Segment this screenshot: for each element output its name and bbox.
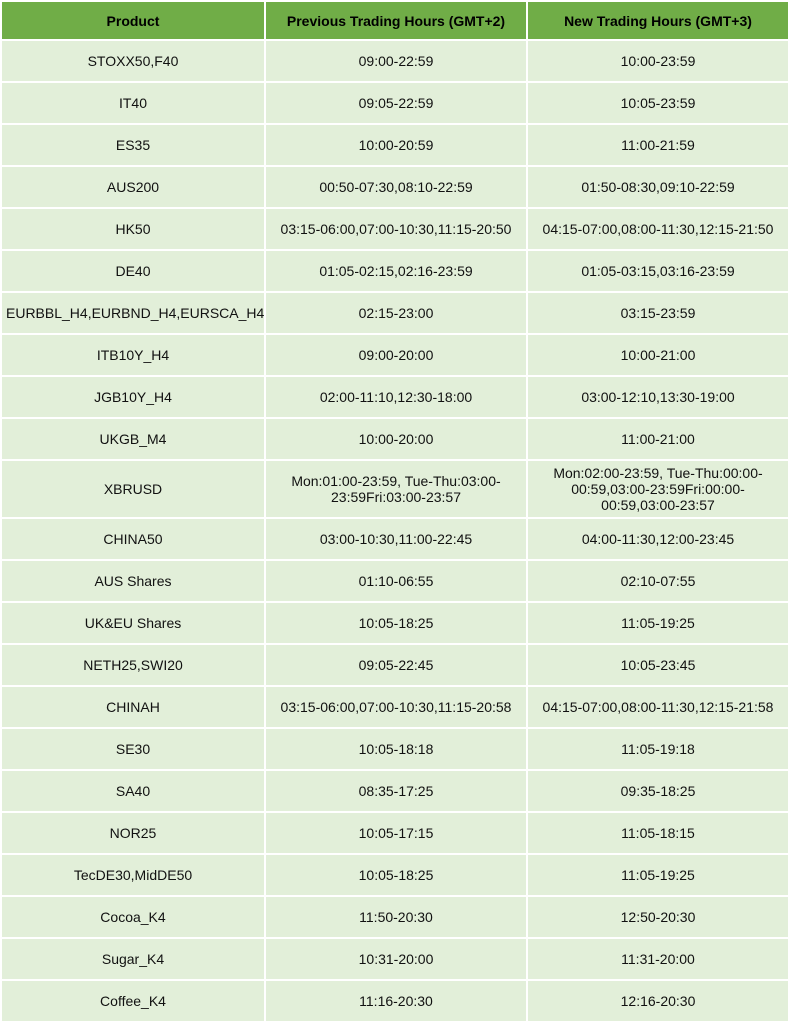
table-row	[2, 125, 788, 165]
cell-previous-hours: 02:15-23:00	[266, 293, 526, 333]
cell-previous-hours: 10:00-20:59	[266, 125, 526, 165]
table-row	[2, 167, 788, 207]
cell-product: Cocoa_K4	[2, 897, 264, 937]
header-new-hours: New Trading Hours (GMT+3)	[528, 2, 788, 39]
header-product: Product	[2, 2, 264, 39]
table-row	[2, 813, 788, 853]
cell-product: DE40	[2, 251, 264, 291]
cell-new-hours: 02:10-07:55	[528, 561, 788, 601]
table-row	[2, 377, 788, 417]
cell-new-hours: 10:00-23:59	[528, 41, 788, 81]
table-row	[2, 855, 788, 895]
cell-previous-hours: 03:15-06:00,07:00-10:30,11:15-20:50	[266, 209, 526, 249]
table-row	[2, 729, 788, 769]
cell-previous-hours: 03:15-06:00,07:00-10:30,11:15-20:58	[266, 687, 526, 727]
cell-previous-hours: 10:00-20:00	[266, 419, 526, 459]
cell-product: NETH25,SWI20	[2, 645, 264, 685]
cell-new-hours: 11:00-21:59	[528, 125, 788, 165]
cell-product: UKGB_M4	[2, 419, 264, 459]
table-body	[2, 41, 788, 1021]
table-row	[2, 645, 788, 685]
table-row	[2, 335, 788, 375]
cell-new-hours: 10:05-23:59	[528, 83, 788, 123]
cell-new-hours: 12:50-20:30	[528, 897, 788, 937]
cell-previous-hours: 03:00-10:30,11:00-22:45	[266, 519, 526, 559]
table-row	[2, 293, 788, 333]
table-row	[2, 603, 788, 643]
cell-product: SA40	[2, 771, 264, 811]
cell-new-hours: 11:05-19:18	[528, 729, 788, 769]
cell-product: EURBBL_H4,EURBND_H4,EURSCA_H4	[2, 293, 264, 333]
cell-new-hours: 01:05-03:15,03:16-23:59	[528, 251, 788, 291]
cell-product: AUS200	[2, 167, 264, 207]
cell-new-hours: 12:16-20:30	[528, 981, 788, 1021]
cell-previous-hours: 11:50-20:30	[266, 897, 526, 937]
cell-product: CHINAH	[2, 687, 264, 727]
cell-new-hours: 03:00-12:10,13:30-19:00	[528, 377, 788, 417]
cell-product: TecDE30,MidDE50	[2, 855, 264, 895]
table-row	[2, 41, 788, 81]
cell-new-hours: 04:15-07:00,08:00-11:30,12:15-21:50	[528, 209, 788, 249]
table-row	[2, 83, 788, 123]
cell-product: XBRUSD	[2, 461, 264, 517]
cell-product: CHINA50	[2, 519, 264, 559]
cell-new-hours: 10:00-21:00	[528, 335, 788, 375]
cell-new-hours: 11:05-18:15	[528, 813, 788, 853]
cell-new-hours: 03:15-23:59	[528, 293, 788, 333]
cell-previous-hours: 08:35-17:25	[266, 771, 526, 811]
cell-new-hours: 11:05-19:25	[528, 855, 788, 895]
cell-previous-hours: 09:00-22:59	[266, 41, 526, 81]
cell-product: SE30	[2, 729, 264, 769]
cell-new-hours: 01:50-08:30,09:10-22:59	[528, 167, 788, 207]
cell-previous-hours: 01:05-02:15,02:16-23:59	[266, 251, 526, 291]
cell-product: Sugar_K4	[2, 939, 264, 979]
cell-new-hours: 11:05-19:25	[528, 603, 788, 643]
cell-previous-hours: 10:05-18:18	[266, 729, 526, 769]
cell-previous-hours: Mon:01:00-23:59, Tue-Thu:03:00-23:59Fri:03:00-23:57	[266, 461, 526, 517]
table-row	[2, 561, 788, 601]
cell-product: STOXX50,F40	[2, 41, 264, 81]
cell-product: Coffee_K4	[2, 981, 264, 1021]
cell-previous-hours: 10:05-18:25	[266, 603, 526, 643]
table-header-row	[2, 2, 788, 39]
cell-new-hours: Mon:02:00-23:59, Tue-Thu:00:00-00:59,03:00-23:59Fri:00:00-00:59,03:00-23:57	[528, 461, 788, 517]
cell-previous-hours: 09:00-20:00	[266, 335, 526, 375]
cell-new-hours: 04:00-11:30,12:00-23:45	[528, 519, 788, 559]
cell-new-hours: 04:15-07:00,08:00-11:30,12:15-21:58	[528, 687, 788, 727]
table-row	[2, 981, 788, 1021]
cell-new-hours: 09:35-18:25	[528, 771, 788, 811]
cell-product: UK&EU Shares	[2, 603, 264, 643]
cell-product: IT40	[2, 83, 264, 123]
cell-previous-hours: 00:50-07:30,08:10-22:59	[266, 167, 526, 207]
cell-previous-hours: 11:16-20:30	[266, 981, 526, 1021]
table-row	[2, 687, 788, 727]
header-previous-hours: Previous Trading Hours (GMT+2)	[266, 2, 526, 39]
cell-previous-hours: 10:31-20:00	[266, 939, 526, 979]
cell-previous-hours: 01:10-06:55	[266, 561, 526, 601]
cell-previous-hours: 10:05-18:25	[266, 855, 526, 895]
cell-new-hours: 11:31-20:00	[528, 939, 788, 979]
cell-product: NOR25	[2, 813, 264, 853]
table-row	[2, 461, 788, 517]
cell-previous-hours: 09:05-22:59	[266, 83, 526, 123]
table-row	[2, 519, 788, 559]
cell-product: ES35	[2, 125, 264, 165]
table-row	[2, 771, 788, 811]
cell-new-hours: 10:05-23:45	[528, 645, 788, 685]
cell-product: JGB10Y_H4	[2, 377, 264, 417]
table-row	[2, 939, 788, 979]
table-row	[2, 251, 788, 291]
table-row	[2, 897, 788, 937]
cell-previous-hours: 10:05-17:15	[266, 813, 526, 853]
table-row	[2, 209, 788, 249]
cell-new-hours: 11:00-21:00	[528, 419, 788, 459]
cell-product: HK50	[2, 209, 264, 249]
cell-product: AUS Shares	[2, 561, 264, 601]
table-row	[2, 419, 788, 459]
cell-product: ITB10Y_H4	[2, 335, 264, 375]
cell-previous-hours: 09:05-22:45	[266, 645, 526, 685]
cell-previous-hours: 02:00-11:10,12:30-18:00	[266, 377, 526, 417]
